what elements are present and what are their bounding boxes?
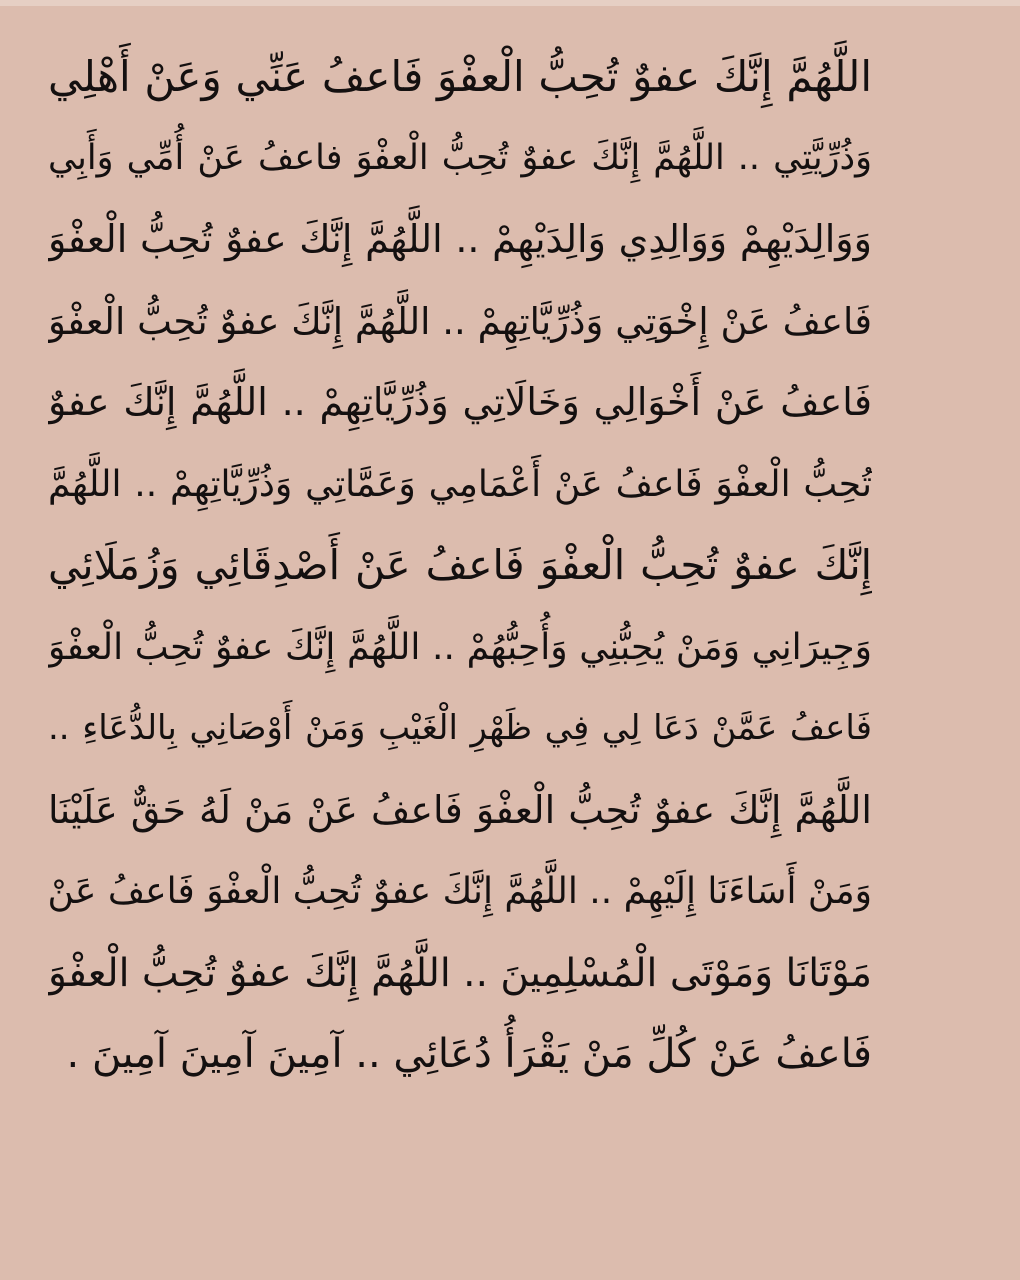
prayer-line-7: إِنَّكَ عفوٌ تُحِبُّ الْعفْوَ فَاعفُ عَنْ أَصْدِقَائِي وَزُمَلَائِي bbox=[48, 541, 872, 589]
prayer-line-2: وَذُرِّيَّتِي .. اللَّهُمَّ إِنَّكَ عفوٌ تُحِبُّ الْعفْوَ فاعفُ عَنْ أُمِّي وَأَبِي bbox=[48, 137, 872, 178]
prayer-line-12: مَوْتَانَا وَمَوْتَى الْمُسْلِمِينَ .. اللَّهُمَّ إِنَّكَ عفوٌ تُحِبُّ الْعفْوَ bbox=[48, 950, 872, 996]
prayer-line-9: فَاعفُ عَمَّنْ دَعَا لِي فِي ظَهْرِ الْغَيْبِ وَمَنْ أَوْصَانِي بِالدُّعَاءِ .. bbox=[48, 708, 872, 748]
prayer-line-8: وَجِيرَانِي وَمَنْ يُحِبُّنِي وَأُحِبُّهُمْ .. اللَّهُمَّ إِنَّكَ عفوٌ تُحِبُّ الْعفْوَ bbox=[48, 626, 872, 668]
prayer-line-3: وَوَالِدَيْهِمْ وَوَالِدِي وَالِدَيْهِمْ .. اللَّهُمَّ إِنَّكَ عفوٌ تُحِبُّ الْعفْوَ bbox=[48, 217, 872, 261]
prayer-line-11: وَمَنْ أَسَاءَنَا إِلَيْهِمْ .. اللَّهُمَّ إِنَّكَ عفوٌ تُحِبُّ الْعفْوَ فَاعفُ عَنْ bbox=[48, 871, 872, 912]
prayer-line-4: فَاعفُ عَنْ إِخْوَتِي وَذُرِّيَّاتِهِمْ .. اللَّهُمَّ إِنَّكَ عفوٌ تُحِبُّ الْعفْوَ bbox=[48, 299, 872, 343]
prayer-line-1: اللَّهُمَّ إِنَّكَ عفوٌ تُحِبُّ الْعفْوَ فَاعفُ عَنِّي وَعَنْ أَهْلِي bbox=[48, 52, 872, 101]
prayer-line-5: فَاعفُ عَنْ أَخْوَالِي وَخَالَاتِي وَذُرِّيَّاتِهِمْ .. اللَّهُمَّ إِنَّكَ عفوٌ bbox=[48, 380, 872, 424]
prayer-text-block bbox=[48, 36, 872, 1096]
prayer-line-10: اللَّهُمَّ إِنَّكَ عفوٌ تُحِبُّ الْعفْوَ فَاعفُ عَنْ مَنْ لَهُ حَقٌّ عَلَيْنَا bbox=[48, 787, 872, 832]
top-edge-strip bbox=[0, 0, 1020, 6]
prayer-line-13: فَاعفُ عَنْ كُلِّ مَنْ يَقْرَأُ دُعَائِي .. آمِينَ آمِينَ آمِينَ . bbox=[66, 1031, 872, 1077]
prayer-line-6: تُحِبُّ الْعفْوَ فَاعفُ عَنْ أَعْمَامِي وَعَمَّاتِي وَذُرِّيَّاتِهِمْ .. اللَّهُمَّ bbox=[48, 463, 872, 505]
